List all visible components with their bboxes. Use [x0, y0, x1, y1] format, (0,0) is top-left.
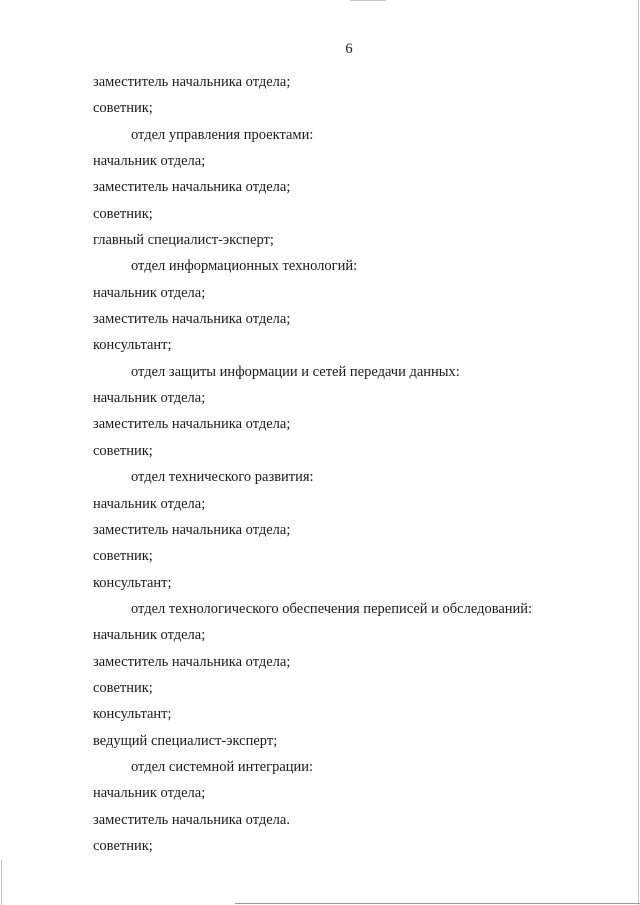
position-item: главный специалист-эксперт; — [93, 232, 274, 249]
document-body — [93, 69, 613, 859]
position-item: начальник отдела; — [93, 627, 206, 644]
position-item: ведущий специалист-эксперт; — [93, 732, 278, 749]
position-item: советник; — [93, 548, 153, 565]
position-item: консультант; — [93, 574, 172, 591]
position-item: советник; — [93, 679, 153, 696]
position-item: начальник отдела; — [93, 495, 206, 512]
position-item: начальник отдела; — [93, 390, 206, 407]
section-heading: отдел информационных технологий: — [131, 258, 358, 275]
position-item: консультант; — [93, 337, 172, 354]
position-item: заместитель начальника отдела; — [93, 311, 291, 328]
position-item: советник; — [93, 100, 153, 117]
position-item: советник; — [93, 837, 153, 854]
position-item: заместитель начальника отдела; — [93, 521, 291, 538]
position-item: заместитель начальника отдела; — [93, 179, 291, 196]
position-item: начальник отдела; — [93, 153, 206, 170]
scan-edge-bottom — [235, 903, 640, 904]
position-item: заместитель начальника отдела; — [93, 416, 291, 433]
section-heading: отдел управления проектами: — [131, 126, 314, 143]
position-item: заместитель начальника отдела; — [93, 653, 291, 670]
scan-edge-right — [638, 0, 639, 905]
section-heading: отдел технологического обеспечения переписей и обследований: — [131, 600, 533, 617]
position-item: советник; — [93, 442, 153, 459]
position-item: советник; — [93, 205, 153, 222]
section-heading: отдел защиты информации и сетей передачи данных: — [131, 363, 460, 380]
section-heading: отдел технического развития: — [131, 469, 314, 486]
position-item: заместитель начальника отдела; — [93, 74, 291, 90]
scan-edge-left — [1, 860, 2, 905]
position-item: начальник отдела; — [93, 785, 206, 802]
position-item: начальник отдела; — [93, 284, 206, 301]
scan-edge-top — [350, 0, 386, 1]
position-item: консультант; — [93, 706, 172, 723]
page-number: 6 — [345, 41, 353, 57]
section-heading: отдел системной интеграции: — [131, 758, 314, 775]
position-item: заместитель начальника отдела. — [93, 811, 290, 828]
